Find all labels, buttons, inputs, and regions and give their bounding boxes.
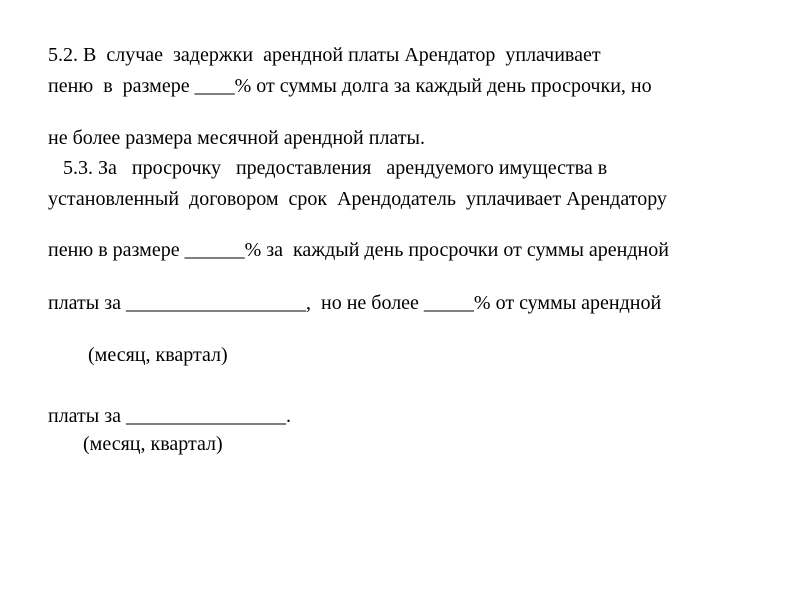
text-line: (месяц, квартал): [48, 344, 228, 366]
text-line: пеню в размере ____% от суммы долга за каждый день просрочки, но: [48, 75, 652, 97]
text-line: 5.2. В случае задержки арендной платы Арендатор уплачивает: [48, 44, 601, 66]
text-line: (месяц, квартал): [48, 433, 223, 455]
text-line: пеню в размере ______% за каждый день просрочки от суммы арендной: [48, 239, 669, 261]
text-line: 5.3. За просрочку предоставления арендуемого имущества в: [48, 157, 608, 179]
text-line: платы за ________________.: [48, 405, 291, 427]
text-line: установленный договором срок Арендодатель уплачивает Арендатору: [48, 188, 667, 210]
text-line: платы за __________________, но не более _____% от суммы арендной: [48, 292, 662, 314]
text-line: не более размера месячной арендной платы.: [48, 127, 425, 149]
